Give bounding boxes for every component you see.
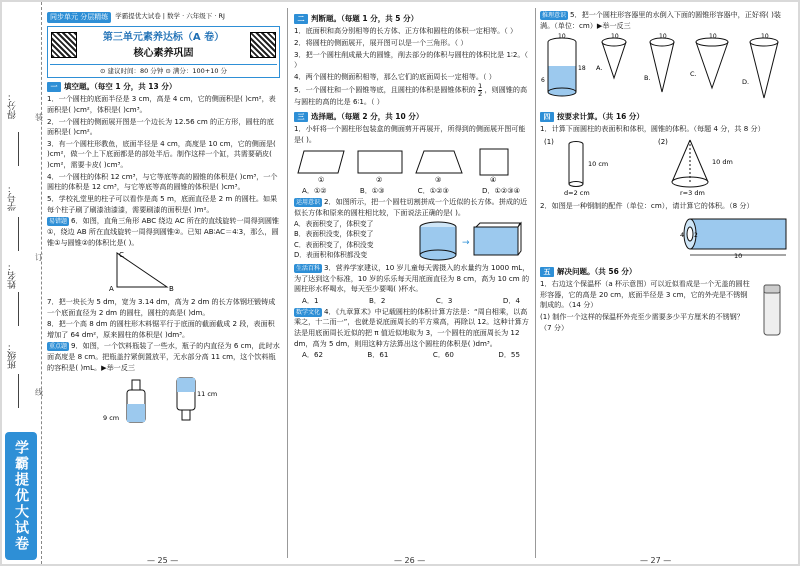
choice-2-options — [294, 219, 414, 263]
judge-2: 2．将圆柱的侧面展开，展开图可以是一个三角形。（ ） — [294, 37, 468, 47]
choice-2-body — [294, 219, 530, 263]
svg-text:10: 10 — [611, 33, 619, 41]
option-d[interactable]: D．表面积和体积都没变 — [294, 250, 368, 259]
judge-1: 1．底面积和高分别相等的长方体、正方体和圆柱的体积一定相等。（ ） — [294, 26, 518, 36]
cone-a — [596, 33, 626, 78]
option-b[interactable]: B．表面积没变，体积变了 — [294, 230, 374, 239]
option-label: ① — [318, 175, 325, 183]
outer-cylinder — [690, 219, 786, 249]
bottle-figure — [67, 374, 267, 424]
book-title: 学霸提优大试卷 | 数学 · 六年级下 · RJ — [115, 12, 225, 21]
question-7: 7．把一块长为 5 dm，宽为 3.14 dm，高为 2 dm 的长方体钢坯锻铸成一个底面直径为 2 dm 的圆柱，圆柱的高是( )dm。 — [47, 296, 276, 317]
cylinder-diameter: 10 — [558, 33, 566, 41]
svg-text:B.: B. — [644, 74, 651, 83]
cone-options-figure — [540, 32, 792, 104]
name-line — [18, 292, 19, 326]
arrow-icon: → — [462, 238, 470, 249]
option-a[interactable]: A．表面积变了，体积变了 — [294, 220, 374, 229]
class-line — [18, 374, 19, 408]
score-line — [18, 132, 19, 166]
title-box — [47, 26, 280, 78]
cylinder-water-height: 6 — [541, 77, 545, 85]
judge-5: 5．一个圆柱和一个圆锥等底，且圆柱的体积是圆锥体积的 $\frac{1}{2}$ ，则圆锥的高与圆柱的高的比是 6∶1。（ ） — [294, 82, 528, 107]
svg-text:10: 10 — [709, 33, 717, 41]
inner-hole — [687, 227, 693, 241]
series-badge: 同步单元 分层精练 — [47, 12, 111, 23]
right-triangle — [117, 253, 167, 287]
exam-title: 第三单元素养达标（A 卷） — [102, 32, 225, 43]
svg-text:10: 10 — [761, 33, 769, 41]
cylinder-bottom — [420, 250, 456, 260]
question-1: 1．一个圆柱的底面半径是 3 cm，高是 4 cm，它的侧面积是( )cm²，表面积是( )cm²，体积是( )cm³。 — [47, 94, 276, 114]
sub-label: (2) — [658, 137, 668, 146]
question-tag: 运用意识 — [296, 198, 321, 206]
name-label: 姓名： — [8, 262, 18, 289]
option-a[interactable]: A．①② — [302, 186, 327, 196]
question-4: 4．一个圆柱的体积 12 cm³，与它等底等高的圆锥的体积是( )cm³，一个圆柱的体积是 12 cm³，与它等底等高的圆锥的体积是( )cm³。 — [47, 171, 278, 192]
cylinder-diameter-label: d=2 cm — [564, 188, 590, 197]
vertex-c: C — [119, 251, 124, 260]
inner-diameter: 2 — [694, 232, 698, 240]
exam-info: ⊙ 建议时间：80 分钟 ⊙ 满分：100+10 分 — [50, 64, 277, 77]
thermos-figure — [754, 279, 790, 339]
fraction-denominator: 2 — [478, 89, 483, 98]
page-26 — [294, 10, 530, 564]
svg-text:10: 10 — [659, 33, 667, 41]
outer-diameter: 4 — [680, 231, 685, 240]
student-id-line — [18, 217, 19, 251]
cylinder-height-label: 10 cm — [588, 159, 609, 168]
question-9: 重点题 9．如图，一个饮料瓶装了一些水，瓶子的内直径为 6 cm，此时水面高度是 8 cm。把瓶盖拧紧倒置放平，无水部分高 11 cm，这个饮料瓶的容积是( )mL。▶举一反三 — [47, 341, 280, 372]
option-d[interactable]: D．55 — [498, 350, 520, 360]
cut-mark-1: 装 — [35, 113, 43, 122]
option-label: ② — [376, 175, 383, 183]
page-number: — 27 — — [640, 556, 672, 564]
option-b[interactable]: B．61 — [367, 350, 389, 360]
score-label: 得分： — [8, 92, 18, 119]
fraction-numerator: 1 — [478, 82, 483, 91]
cone-height-label: 10 dm — [712, 157, 733, 166]
vertex-b: B — [169, 285, 174, 294]
choice-2: 运用意识 2．如图所示，把一个圆柱切割拼成一个近似的长方体。拼成的近似长方体和原来的圆柱相比较，下面说法正确的是( )。 — [294, 196, 528, 217]
page-number: — 26 — — [394, 556, 426, 564]
option-d[interactable]: D．4 — [502, 296, 520, 306]
option-a[interactable]: A．1 — [302, 296, 319, 306]
column-divider-2 — [535, 8, 536, 558]
cone-c — [690, 33, 728, 88]
problem-1: 1．右边这个保温杯（a 杯示意图）可以近似看成是一个无盖的圆柱形容器，它的高是 20 cm，底面半径是 3 cm，它的外壳是不锈钢制成的。（14 分） — [540, 278, 750, 310]
calc-1: 1．计算下面圆柱的表面积和体积，圆锥的体积。（每题 4 分，共 8 分） — [540, 124, 765, 134]
question-6: 易错题 6．如图，直角三角形 ABC 绕边 AC 所在的直线旋转一周得到圆锥①，绕边 AB 所在直线旋转一周得到圆锥②。已知 AB∶AC＝4∶3，那么，圆锥①与圆锥②的体积比是( )。 — [47, 216, 280, 247]
page-header — [47, 10, 280, 24]
exam-sheet — [2, 2, 798, 564]
judge-4: 4．两个圆柱的侧面积相等，那么它们的底面周长一定相等。（ ） — [294, 71, 496, 81]
question-3: 3．有一个圆柱形教鱼，底面半径是 4 cm，高度是 10 cm，它的侧面是( )cm²，做一个上下底面都是的部处半后。制作这样一个缸，共需要硝皮( )cm²，需要卡皮( )cm³。 — [47, 138, 276, 170]
cone-radius-label: r=3 dm — [680, 188, 705, 197]
svg-text:D.: D. — [742, 78, 750, 87]
section-word-problems: 五 解决问题。（共 56 分） — [540, 266, 792, 277]
bottle-water-inverted — [177, 378, 195, 392]
question-tag: 重点题 — [49, 343, 68, 351]
trapezoid-shape — [416, 151, 462, 173]
thermos-lid — [764, 285, 780, 293]
qr-code-icon[interactable] — [51, 32, 77, 58]
calc-figures — [540, 136, 792, 198]
svg-text:C.: C. — [690, 70, 697, 79]
student-id-label: 学号： — [8, 184, 18, 211]
choice-3: 生活百科 3．营养学家建议，10 岁儿童每天需摄入的水量约为 1000 mL，为了达到这个标准，10 岁的乐乐每天用底面直径为 8 cm，高为 10 cm 的圆柱形水杯喝水，每天至少要喝( )杯水。 — [294, 263, 530, 294]
page-27 — [540, 10, 792, 564]
binding-margin — [2, 2, 42, 564]
section-fill-blank: 一 填空题。（每空 1 分，共 13 分） — [47, 81, 280, 92]
parallelogram-shape — [298, 151, 344, 173]
judge-3: 3．把一个圆柱削成最大的圆锥，削去部分的体积与圆柱的体积比是 1∶2。（ ） — [294, 49, 528, 70]
rectangle-shape — [358, 151, 402, 173]
column-divider-1 — [287, 8, 288, 558]
bottle-diameter-label: 9 cm — [103, 414, 120, 423]
option-label: ③ — [435, 175, 442, 183]
bottle-cap — [182, 410, 190, 420]
choice-1: 1．小轩将一个圆柱形包装盒的侧面剪开再展开，所得到的侧面展开图可能是( )。 — [294, 124, 526, 144]
choice-1-options — [294, 186, 530, 197]
cut-mark-2: 订 — [35, 253, 43, 262]
vertex-a: A — [109, 285, 114, 294]
option-label: ④ — [490, 175, 497, 183]
svg-text:A.: A. — [596, 64, 603, 73]
option-b[interactable]: B．①③ — [359, 186, 385, 196]
net-options-figure — [294, 147, 530, 183]
exam-subtitle: 核心素养巩固 — [133, 48, 194, 59]
section-true-false: 二 判断题。（每题 1 分，共 5 分） — [294, 13, 530, 24]
length-label: 10 — [734, 252, 743, 260]
choice-4-options — [294, 350, 530, 361]
section-choice: 三 选择题。（每题 2 分，共 10 分） — [294, 111, 530, 122]
page-number: — 25 — — [147, 556, 179, 564]
choice-5: 推理意识 5．把一个圆柱形容器里的水倒入下面的圆锥形容器中，正好将( )装满。（单位：cm）▶举一反三 — [540, 10, 781, 30]
cone-b — [644, 33, 674, 92]
qr-code-icon[interactable] — [250, 32, 276, 58]
question-2: 2．一个圆柱的侧面展开图是一个边长为 12.56 cm 的正方形，圆柱的底面积是( )cm²。 — [47, 116, 274, 137]
square-shape — [480, 149, 508, 175]
question-tag: 数学文化 — [296, 308, 321, 316]
option-c[interactable]: C．3 — [435, 296, 453, 306]
problem-1-text — [540, 279, 754, 339]
cuboid-shape — [474, 227, 518, 255]
cylinder-cut-figure — [414, 219, 524, 263]
cut-mark-3: 线 — [35, 388, 43, 397]
option-c[interactable]: C．60 — [432, 350, 454, 360]
steel-part-figure — [540, 213, 792, 259]
triangle-figure — [97, 249, 217, 293]
class-label: 班级： — [8, 342, 18, 369]
question-tag: 易错题 — [49, 218, 68, 226]
calc-2: 2．如图是一种钢制的配件（单位：cm），请计算它的体积。（8 分） — [540, 201, 754, 211]
choice-4: 数学文化 4．《九章算术》中记载圆柱的体积计算方法是：“周自相乘，以高乘之，十二而一”，也就是说底面周长的平方乘高，再除以 12。这种计算方法是用底面周长近似的把 π 值近似地取为 3，一个圆柱的底面周长为 12 dm，高为 5 dm，则用这种方法算出这个圆柱的体积是( )dm³。 — [294, 306, 529, 348]
section-calculate: 四 按要求计算。（共 16 分） — [540, 111, 792, 122]
problem-1-block — [540, 279, 792, 339]
choice-3-options — [294, 296, 530, 307]
brand-strip: 学霸提优大试卷 — [5, 432, 37, 560]
option-d[interactable]: D．①②③④ — [481, 186, 520, 196]
problem-1-sub: (1) 制作一个这样的保温杯外壳至少需要多少平方厘米的不锈钢？（7 分） — [540, 311, 744, 332]
question-tag: 生活百科 — [296, 265, 321, 273]
cone-d — [742, 33, 778, 98]
option-b[interactable]: B．2 — [368, 296, 386, 306]
bottle-water — [127, 404, 145, 422]
page-25 — [47, 10, 280, 564]
sub-label: (1) — [544, 137, 554, 146]
option-a[interactable]: A．62 — [302, 350, 323, 360]
option-c[interactable]: C．①②③ — [417, 186, 449, 196]
bottle-height-label: 11 cm — [197, 390, 218, 399]
question-8: 8．把一个高 8 dm 的圆柱形木料锯平行于底面的截面截成 2 段，表面积增加了 64 dm²，原来圆柱的体积是( )dm³。 — [47, 319, 275, 339]
question-tag: 推理意识 — [542, 12, 567, 19]
bottle-neck — [132, 380, 140, 390]
option-c[interactable]: C．表面积变了，体积没变 — [294, 240, 374, 249]
question-5: 5．学校礼堂里的柱子可以看作是高 5 m，底面直径是 2 m 的圆柱。如果每个柱子刷了刷漆油漆漆，需要刷漆的面积是( )m²。 — [47, 194, 278, 214]
cylinder-height: 18 — [578, 65, 586, 73]
